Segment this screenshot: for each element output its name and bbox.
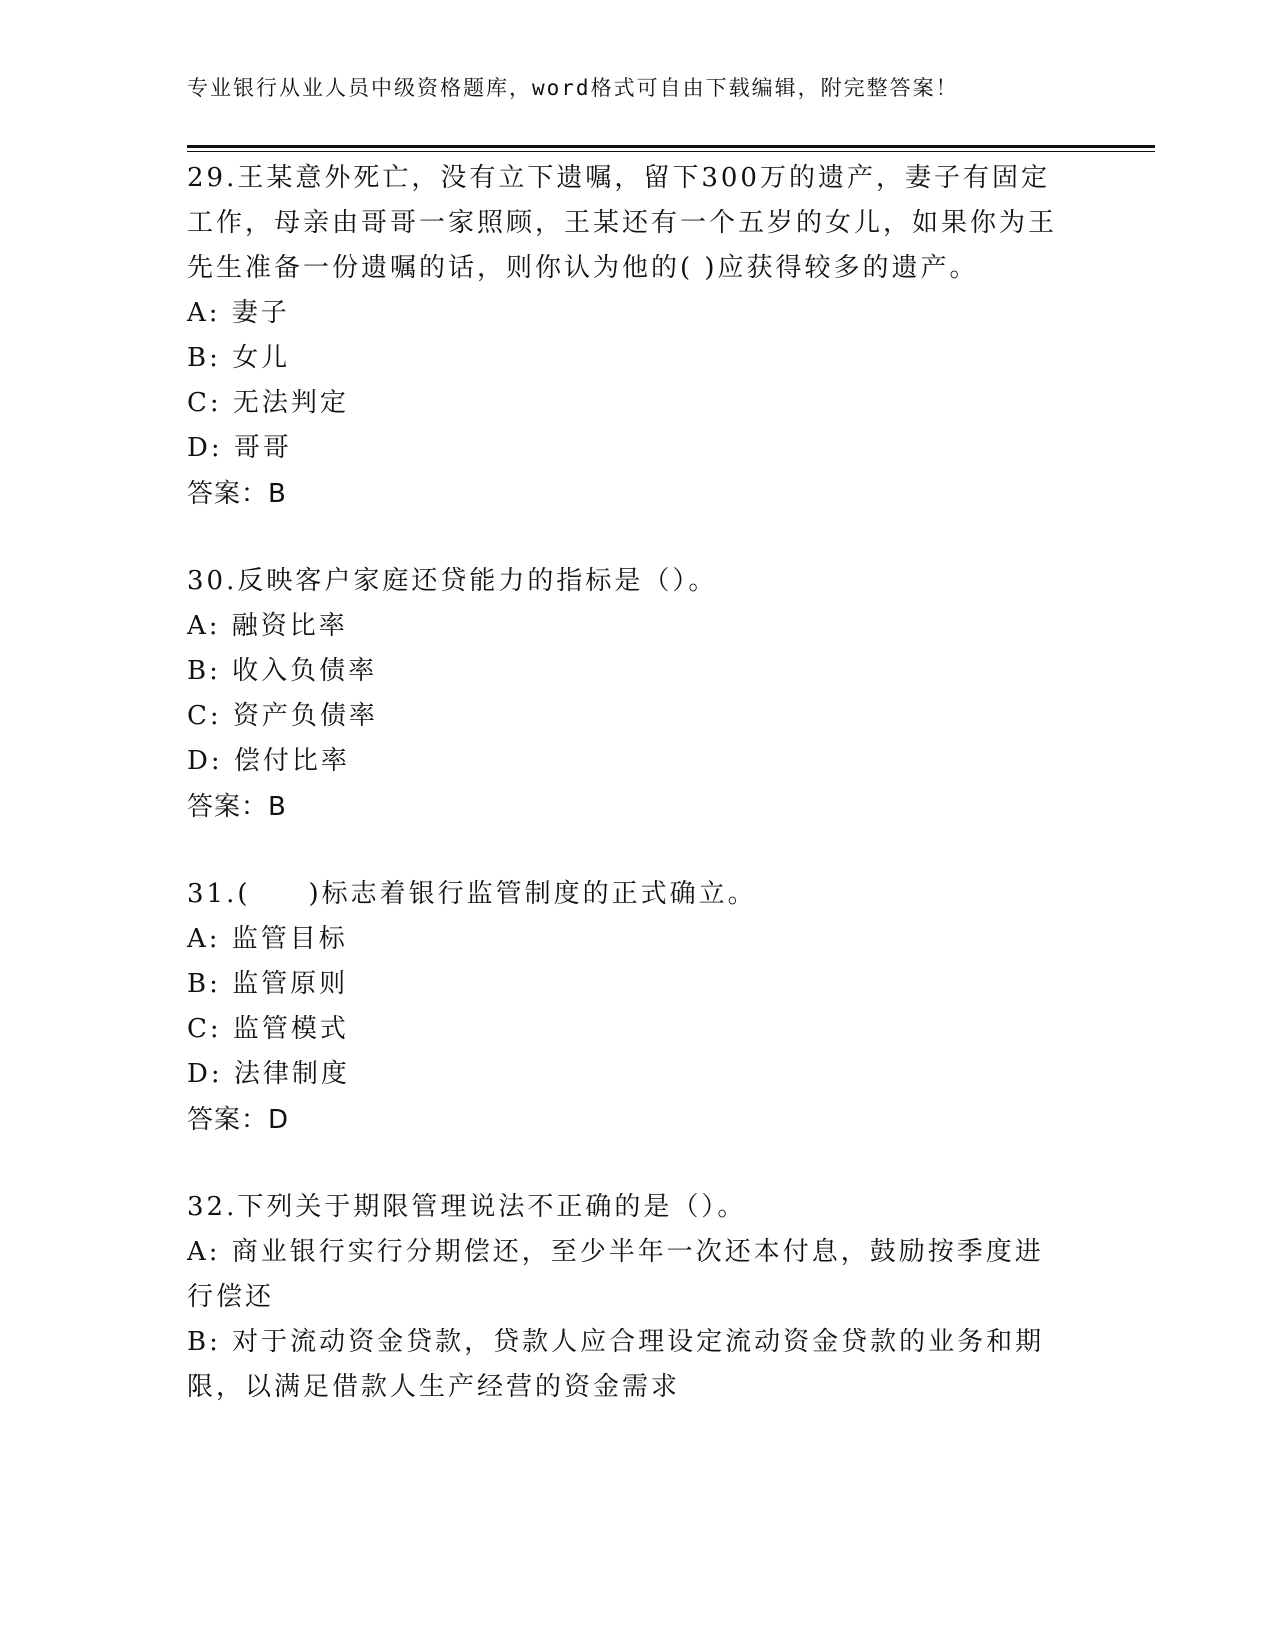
option-a: A: 妻子	[187, 298, 290, 328]
option-c: C: 资产负债率	[187, 701, 378, 731]
option-b: B: 对于流动资金贷款，贷款人应合理设定流动资金贷款的业务和期限，以满足借款人生产经营的资金需求	[187, 1327, 1045, 1402]
page-header: 专业银行从业人员中级资格题库，word格式可自由下载编辑，附完整答案！	[187, 76, 959, 100]
question-30	[187, 559, 1067, 830]
question-list	[187, 156, 1067, 1452]
question-32	[187, 1185, 1067, 1410]
answer: 答案：B	[187, 792, 287, 822]
question-stem: 31.( )标志着银行监管制度的正式确立。	[187, 879, 757, 909]
option-b: B: 收入负债率	[187, 656, 378, 686]
option-a: A: 商业银行实行分期偿还，至少半年一次还本付息，鼓励按季度进行偿还	[187, 1237, 1044, 1312]
answer: 答案：D	[187, 1105, 290, 1135]
option-d: D: 偿付比率	[187, 746, 350, 776]
option-d: D: 哥哥	[187, 433, 292, 463]
question-stem: 29.王某意外死亡，没有立下遗嘱，留下300万的遗产，妻子有固定工作，母亲由哥哥一家照顾，王某还有一个五岁的女儿，如果你为王先生准备一份遗嘱的话，则你认为他的( )应获得较多的遗产。	[187, 163, 1058, 283]
header-rule-thin	[187, 151, 1155, 152]
option-b: B: 监管原则	[187, 969, 349, 999]
option-c: C: 无法判定	[187, 388, 349, 418]
question-stem: 32.下列关于期限管理说法不正确的是（）。	[187, 1192, 747, 1222]
question-31	[187, 872, 1067, 1143]
question-stem: 30.反映客户家庭还贷能力的指标是（）。	[187, 566, 718, 596]
answer: 答案：B	[187, 479, 287, 509]
header-rule-thick	[187, 145, 1155, 148]
option-d: D: 法律制度	[187, 1059, 350, 1089]
option-c: C: 监管模式	[187, 1014, 349, 1044]
question-29	[187, 156, 1067, 517]
option-a: A: 监管目标	[187, 924, 348, 954]
option-a: A: 融资比率	[187, 611, 348, 641]
option-b: B: 女儿	[187, 343, 291, 373]
